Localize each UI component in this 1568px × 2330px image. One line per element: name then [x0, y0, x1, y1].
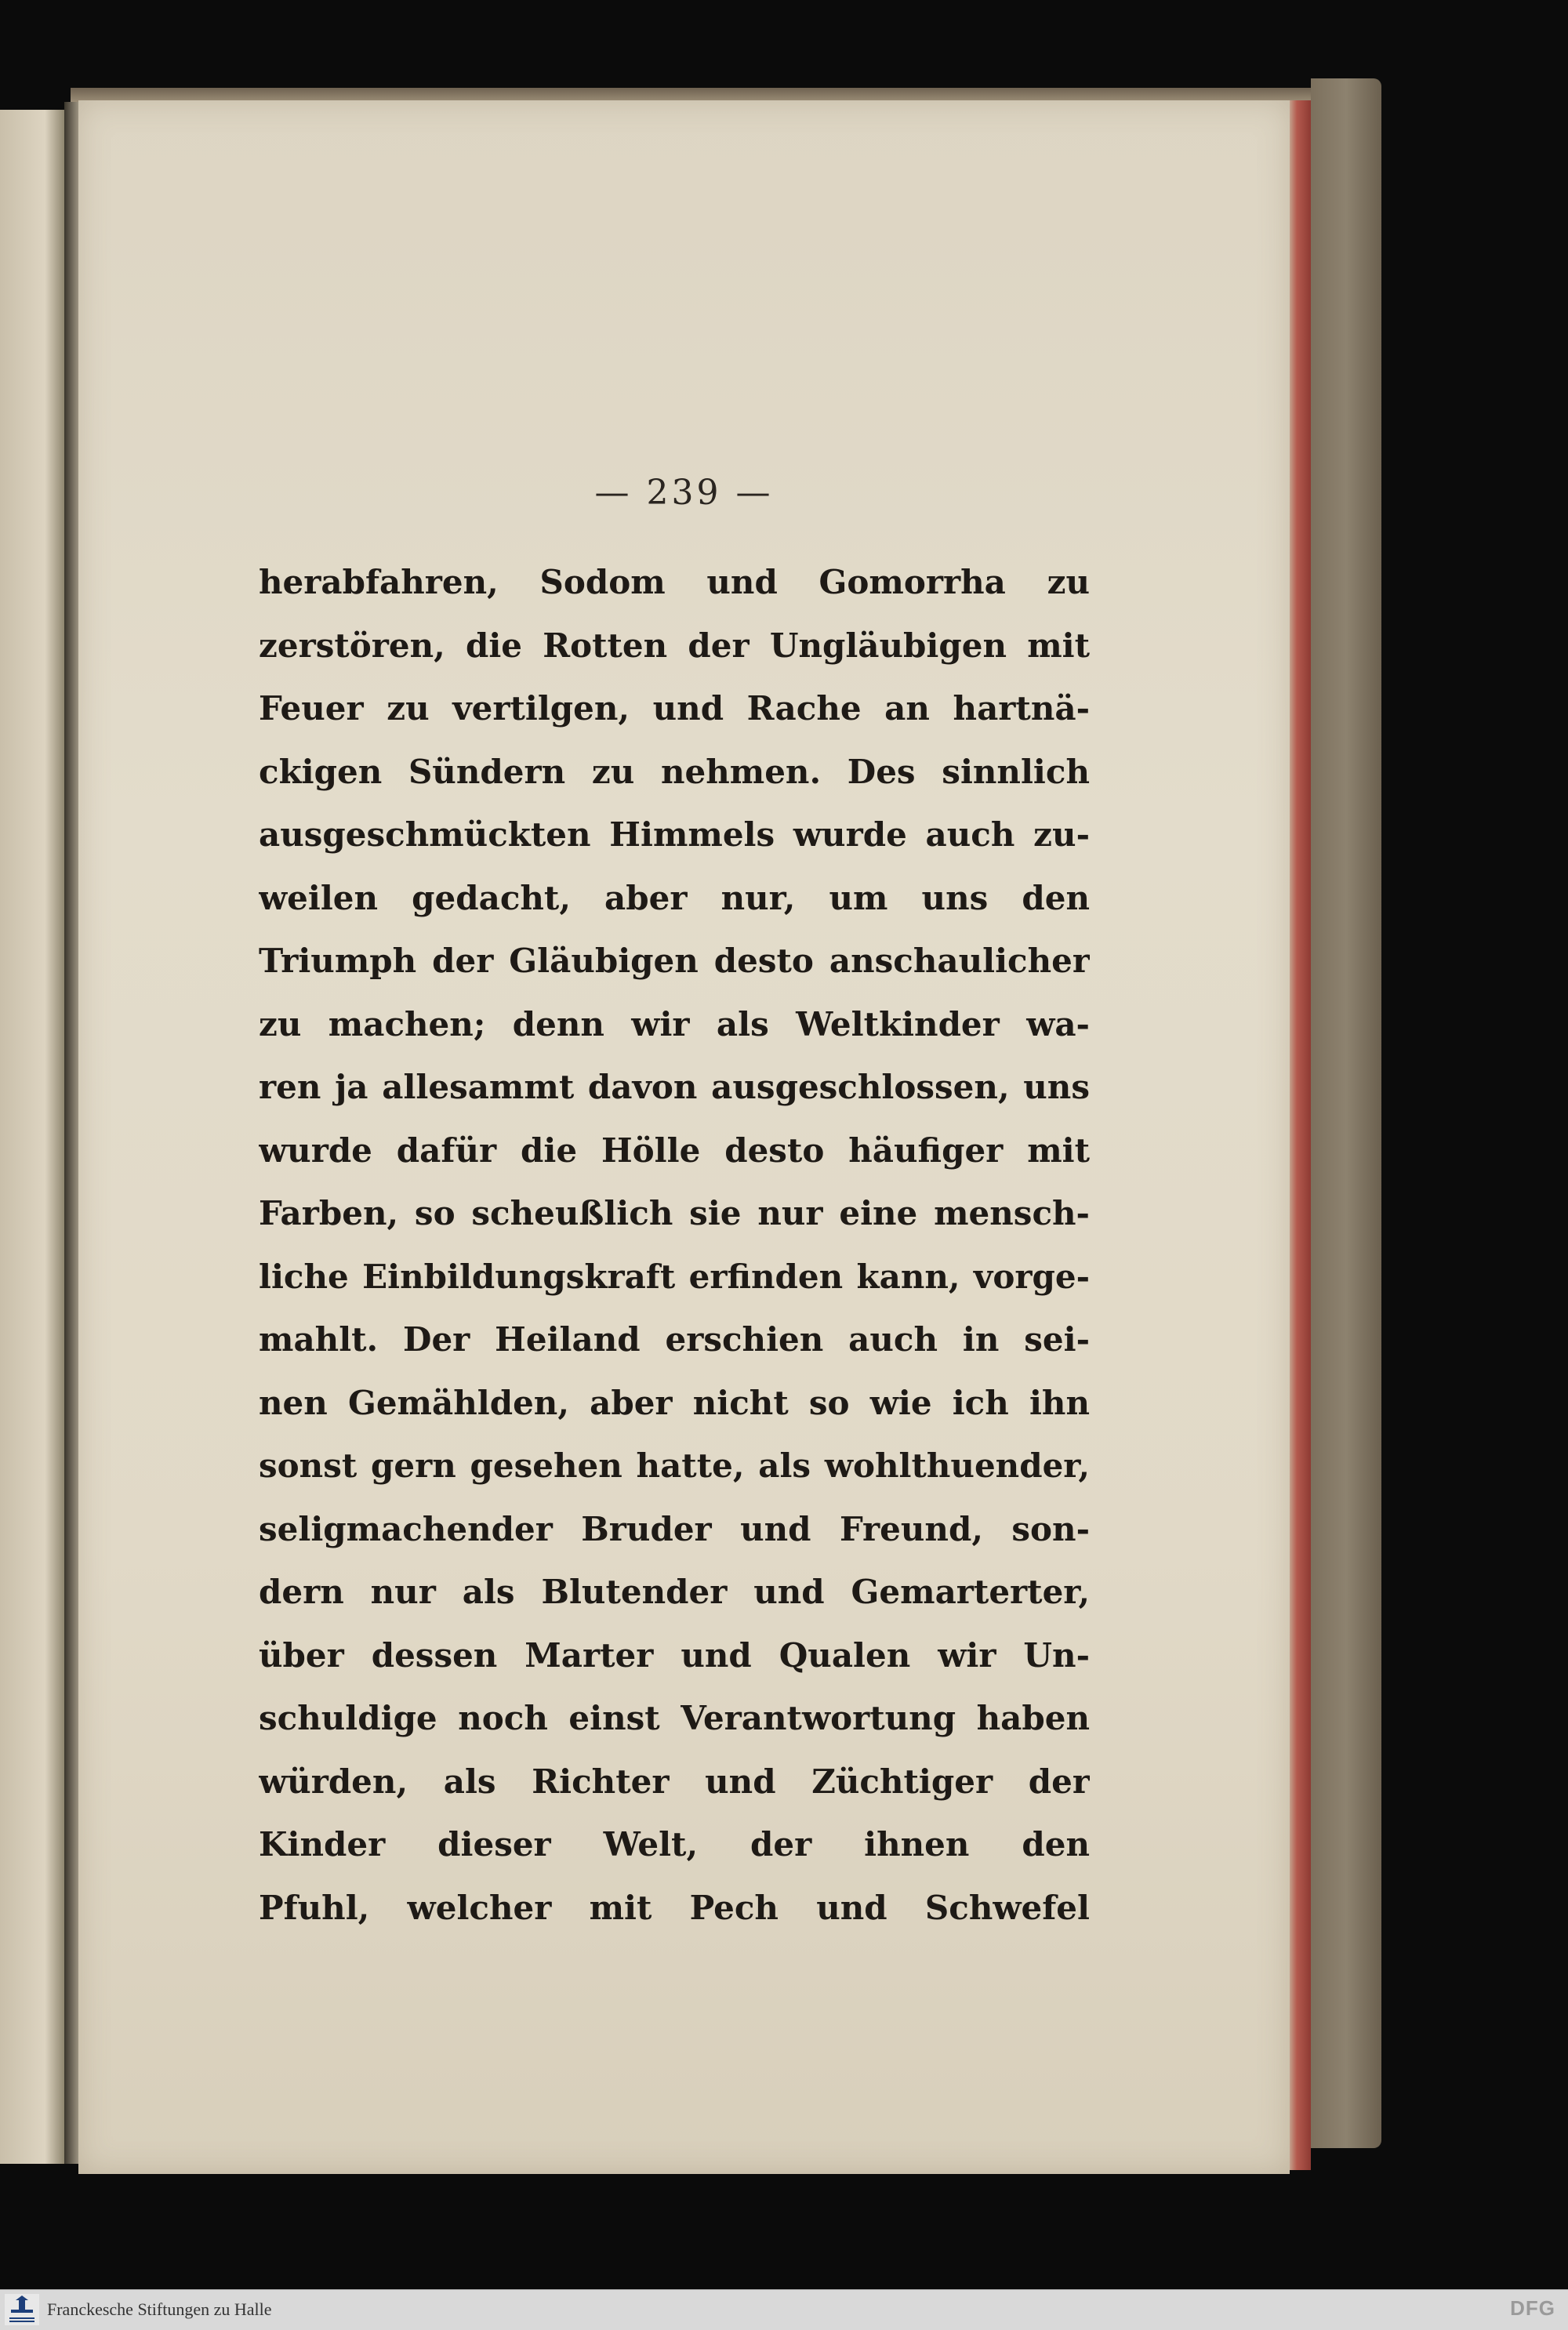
page-number: — 239 —	[594, 473, 774, 513]
viewer-footer	[0, 2289, 1568, 2330]
institution-logo-icon[interactable]	[5, 2294, 39, 2325]
text-line: zu machen; denn wir als Weltkinder wa-	[259, 1004, 1090, 1043]
institution-name[interactable]: Franckesche Stiftungen zu Halle	[47, 2299, 272, 2319]
page-text-block	[259, 551, 1090, 1940]
text-line: liche Einbildungskraft erfinden kann, vorge-	[259, 1257, 1090, 1296]
text-line: dern nur als Blutender und Gemarterter,	[259, 1573, 1090, 1611]
text-line: Farben, so scheußlich sie nur eine mensch-	[259, 1194, 1090, 1232]
text-line: Feuer zu vertilgen, und Rache an hartnä-	[259, 689, 1090, 728]
text-line: wurde dafür die Hölle desto häufiger mit	[259, 1131, 1090, 1170]
text-line: seligmachender Bruder und Freund, son-	[259, 1509, 1090, 1548]
text-line: Kinder dieser Welt, der ihnen den	[259, 1825, 1090, 1864]
text-line: nen Gemählden, aber nicht so wie ich ihn	[259, 1383, 1090, 1422]
text-line: Triumph der Gläubigen desto anschaulicher	[259, 942, 1090, 980]
page-red-edge	[1287, 100, 1311, 2170]
text-line: über dessen Marter und Qualen wir Un-	[259, 1635, 1090, 1675]
left-page-edge	[0, 110, 67, 2164]
text-line: ausgeschmückten Himmels wurde auch zu-	[259, 815, 1090, 854]
text-line: Pfuhl, welcher mit Pech und Schwefel	[259, 1888, 1090, 1927]
book-page	[78, 100, 1290, 2174]
text-line: zerstören, die Rotten der Ungläubigen mit	[259, 626, 1090, 665]
text-line: sonst gern gesehen hatte, als wohlthuender,	[259, 1446, 1090, 1485]
text-line: würden, als Richter und Züchtiger der	[259, 1762, 1090, 1801]
text-line: schuldige noch einst Verantwortung haben	[259, 1699, 1090, 1737]
text-line: mahlt. Der Heiland erschien auch in sei-	[259, 1320, 1090, 1359]
text-line: weilen gedacht, aber nur, um uns den	[259, 878, 1090, 917]
provider-logo[interactable]: DFG	[1510, 2296, 1555, 2320]
text-line: ckigen Sündern zu nehmen. Des sinnlich	[259, 752, 1090, 791]
text-line: herabfahren, Sodom und Gomorrha zu	[259, 563, 1090, 601]
book-cover-board	[1311, 78, 1381, 2148]
text-line: ren ja allesammt davon ausgeschlossen, uns	[259, 1068, 1090, 1106]
